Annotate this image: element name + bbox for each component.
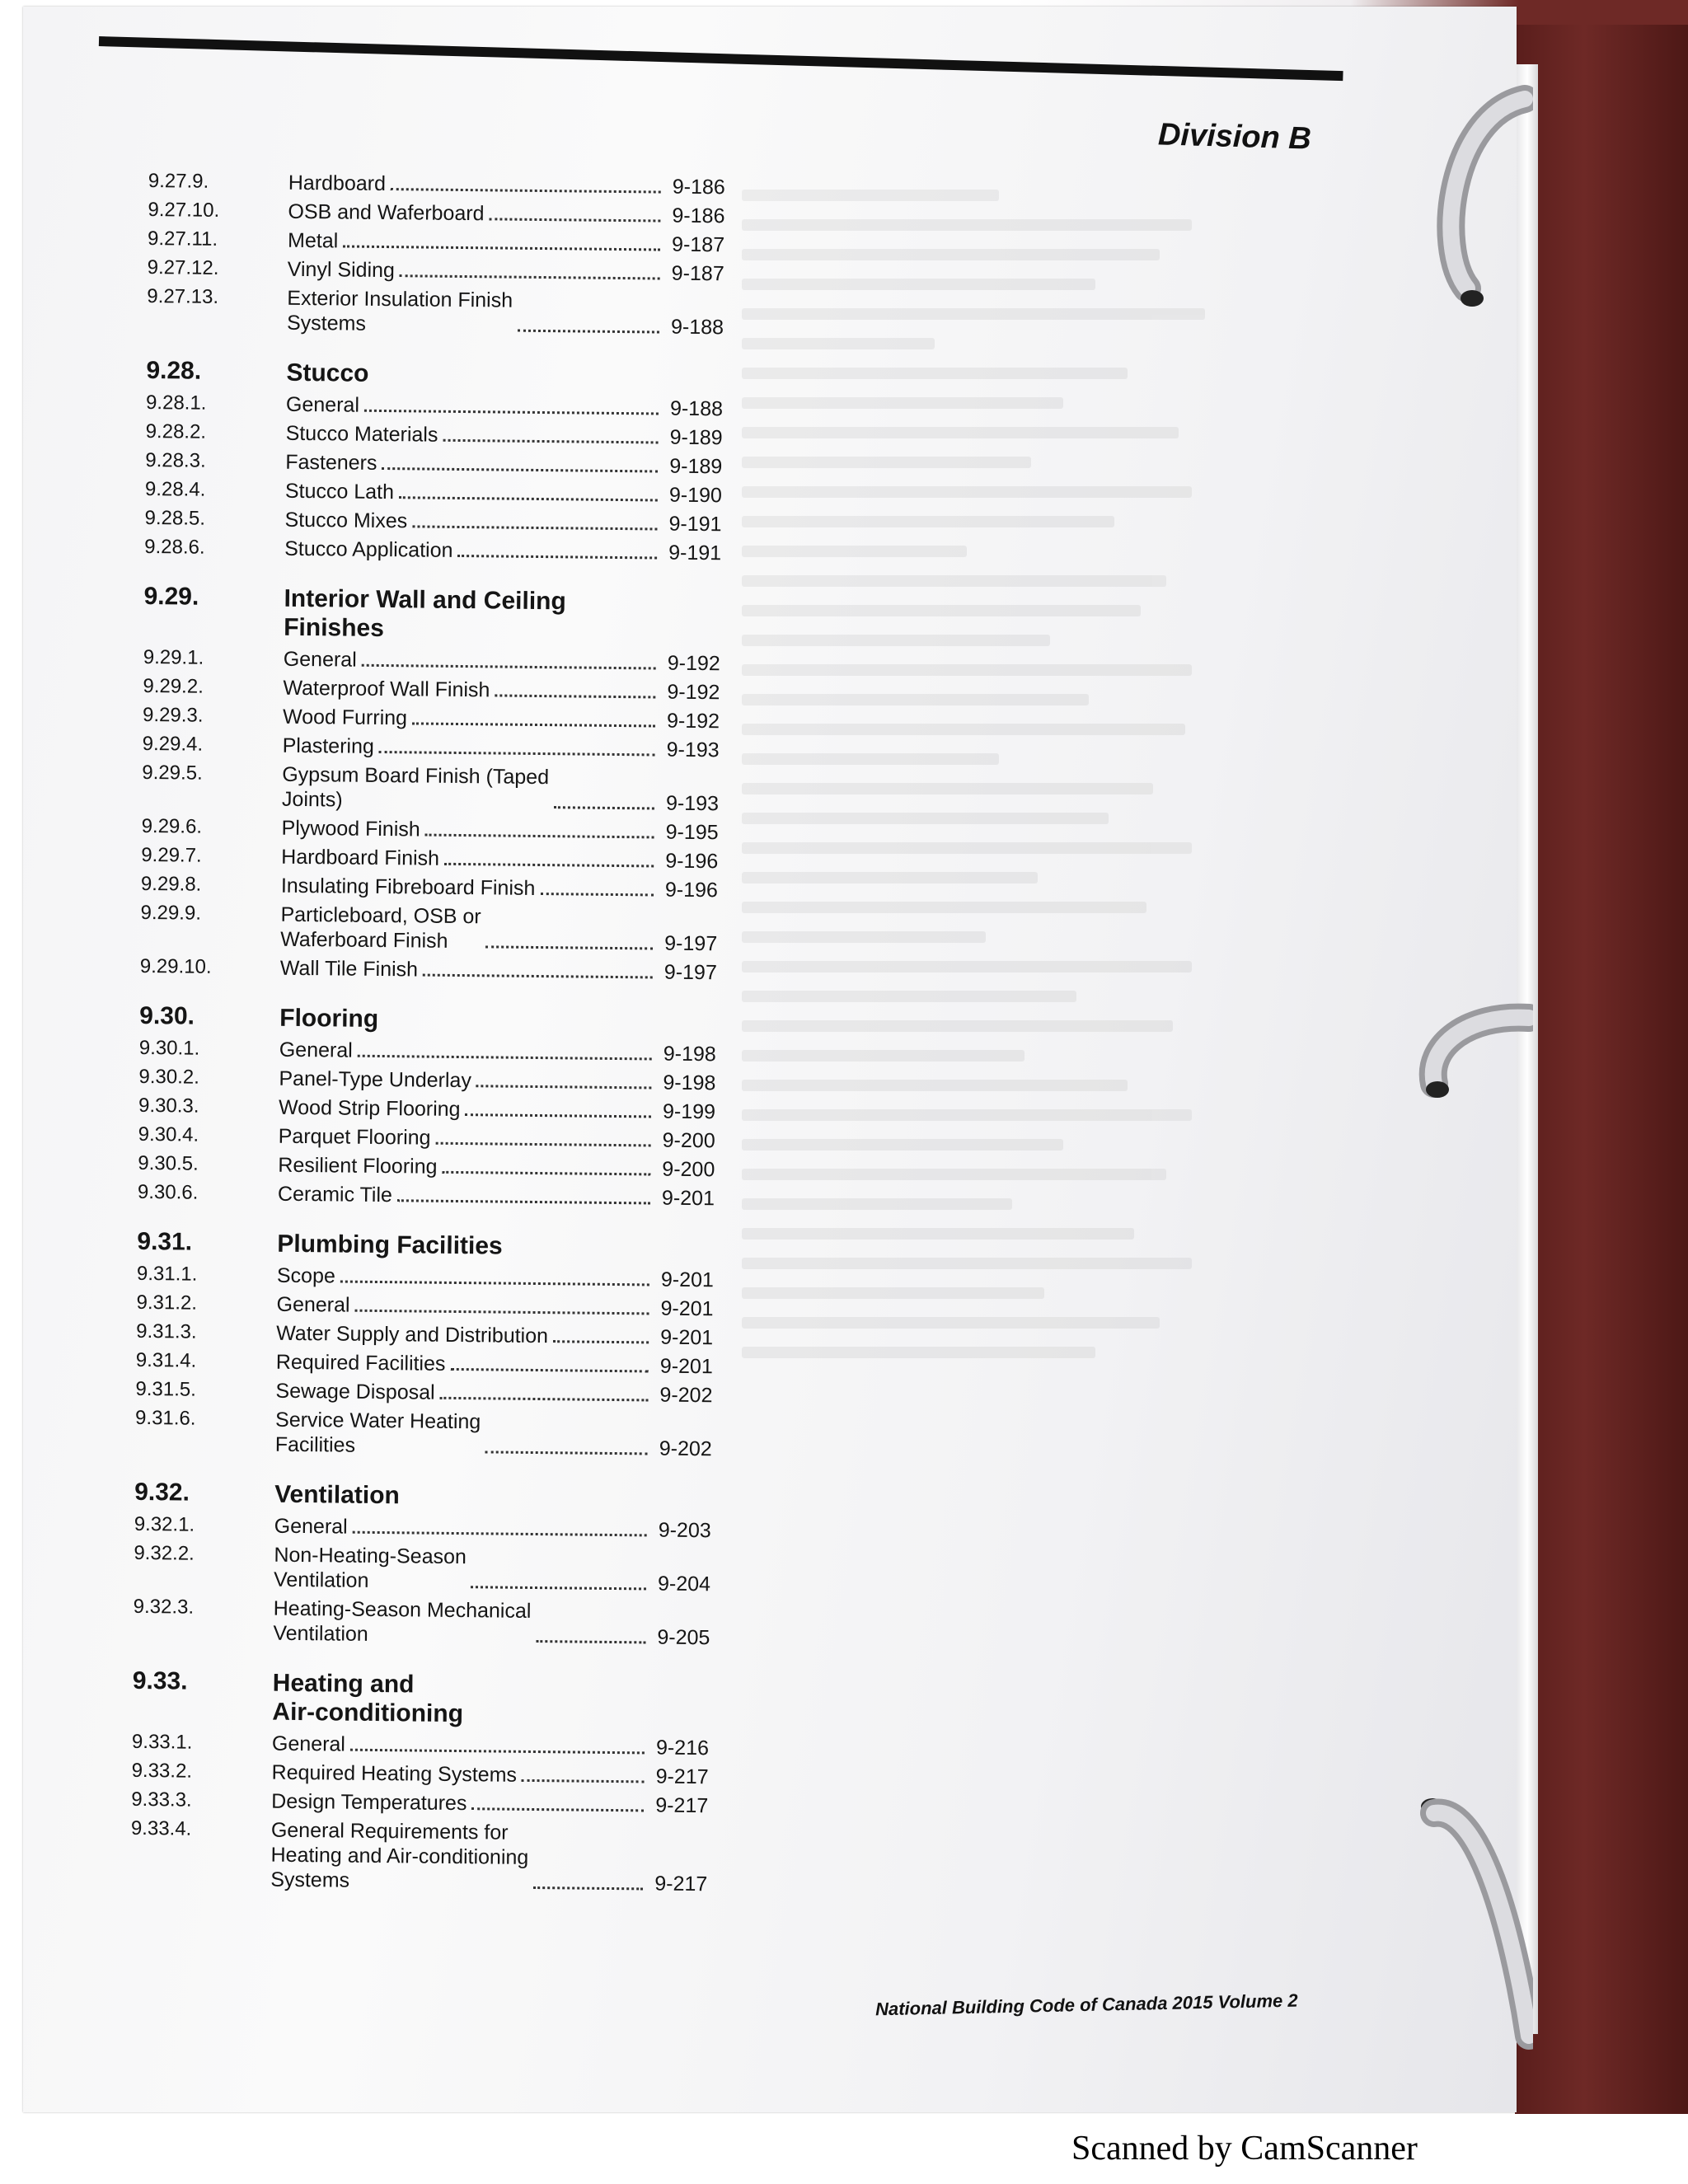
dot-leader	[471, 1586, 646, 1590]
dot-leader	[540, 893, 654, 896]
entry-number: 9.29.7.	[141, 843, 202, 867]
entry-page-number: 9-188	[670, 315, 724, 340]
entry-page-number: 9-201	[661, 1186, 715, 1211]
entry-number: 9.30.3.	[138, 1094, 199, 1118]
dot-leader	[495, 694, 655, 698]
entry-page-number: 9-191	[668, 512, 722, 537]
section-title: Stucco	[286, 359, 369, 387]
section-number: 9.29.	[143, 582, 199, 611]
toc-entry[interactable]	[136, 1291, 713, 1321]
toc-entry[interactable]	[130, 1816, 708, 1896]
entry-title: General	[285, 392, 360, 417]
entry-page-number: 9-205	[657, 1625, 710, 1650]
entry-title: General	[274, 1514, 348, 1539]
entry-number: 9.28.5.	[144, 506, 206, 530]
dot-leader	[533, 1886, 643, 1890]
toc-entry[interactable]	[131, 1759, 708, 1789]
entry-title: Scope	[276, 1263, 335, 1288]
entry-number: 9.31.5.	[135, 1377, 197, 1401]
section-heading	[146, 357, 723, 391]
entry-page-number: 9-193	[666, 738, 720, 762]
entry-page-number: 9-196	[664, 878, 719, 902]
entry-number: 9.31.1.	[136, 1262, 198, 1286]
entry-page-number: 9-217	[655, 1793, 709, 1818]
entry-title: Service Water Heating Facilities	[274, 1408, 481, 1457]
entry-number: 9.33.2.	[131, 1759, 193, 1783]
dot-leader	[444, 863, 654, 868]
entry-number: 9.31.4.	[135, 1348, 197, 1372]
toc-entry[interactable]	[138, 1094, 715, 1124]
entry-title: Insulating Fibreboard Finish	[280, 874, 536, 900]
toc-entry[interactable]	[148, 198, 724, 228]
entry-number: 9.28.3.	[145, 448, 206, 472]
entry-number: 9.31.6.	[134, 1406, 196, 1430]
entry-page-number: 9-216	[655, 1736, 710, 1760]
dot-leader	[522, 1779, 645, 1783]
toc-entry[interactable]	[140, 901, 718, 956]
entry-page-number: 9-192	[667, 651, 720, 676]
toc-entry[interactable]	[138, 1180, 715, 1211]
entry-number: 9.33.4.	[130, 1816, 192, 1840]
dot-leader	[553, 1340, 649, 1343]
entry-number: 9.32.1.	[134, 1512, 195, 1536]
entry-number: 9.28.2.	[145, 419, 207, 443]
entry-page-number: 9-191	[668, 541, 722, 565]
dot-leader	[350, 1749, 645, 1755]
toc-section	[135, 1228, 715, 1461]
entry-title: Resilient Flooring	[278, 1153, 438, 1179]
toc-entry[interactable]	[142, 761, 720, 816]
entry-page-number: 9-193	[665, 791, 720, 816]
entry-title: General	[283, 647, 357, 672]
entry-page-number: 9-186	[672, 175, 725, 199]
dot-leader	[354, 1310, 649, 1315]
entry-page-number: 9-187	[671, 232, 725, 257]
toc-entry[interactable]	[134, 1541, 711, 1596]
entry-page-number: 9-197	[663, 960, 717, 985]
entry-page-number: 9-203	[658, 1518, 711, 1543]
toc-entry[interactable]	[141, 872, 718, 902]
dot-leader	[489, 218, 660, 222]
entry-number: 9.30.1.	[138, 1036, 200, 1060]
dot-leader	[476, 1085, 652, 1089]
entry-page-number: 9-202	[659, 1436, 712, 1461]
toc-entry[interactable]	[146, 391, 723, 421]
dot-leader	[443, 439, 658, 444]
dot-leader	[397, 1199, 650, 1204]
section-title: Flooring	[279, 1004, 379, 1033]
entry-page-number: 9-200	[662, 1128, 715, 1153]
toc-section	[147, 169, 725, 340]
bleed-through-text	[742, 190, 1385, 2003]
entry-title: Sewage Disposal	[275, 1379, 435, 1404]
toc-entry[interactable]	[137, 1262, 714, 1292]
entry-number: 9.31.3.	[136, 1319, 197, 1343]
entry-title: OSB and Waferboard	[288, 199, 485, 226]
entry-page-number: 9-192	[666, 709, 720, 733]
section-number: 9.31.	[137, 1227, 193, 1256]
entry-number: 9.31.2.	[136, 1291, 198, 1315]
toc-section	[130, 1667, 710, 1896]
entry-number: 9.33.3.	[131, 1788, 192, 1811]
entry-number: 9.28.6.	[144, 535, 205, 559]
dot-leader	[435, 1142, 650, 1147]
entry-number: 9.28.4.	[144, 477, 206, 501]
entry-number: 9.33.1.	[131, 1730, 193, 1754]
toc-entry[interactable]	[141, 814, 718, 845]
toc-entry[interactable]	[146, 419, 723, 450]
entry-number: 9.29.6.	[141, 814, 203, 838]
toc-section	[133, 1479, 711, 1650]
entry-title: Plastering	[282, 733, 374, 758]
entry-page-number: 9-217	[655, 1765, 709, 1789]
entry-title: Wood Furring	[282, 705, 408, 730]
toc-entry[interactable]	[135, 1406, 713, 1461]
toc-section	[140, 583, 721, 985]
dot-leader	[485, 1451, 648, 1455]
entry-page-number: 9-187	[671, 261, 724, 286]
dot-leader	[485, 945, 653, 949]
entry-title: Waterproof Wall Finish	[283, 676, 490, 702]
entry-page-number: 9-198	[663, 1042, 716, 1066]
toc-entry[interactable]	[134, 1512, 711, 1543]
entry-title: Vinyl Siding	[287, 257, 396, 283]
toc-entry[interactable]	[132, 1730, 709, 1760]
binder-ring-bottom	[1393, 1788, 1533, 2060]
toc-entry[interactable]	[131, 1788, 708, 1818]
toc-entry[interactable]	[148, 227, 724, 257]
entry-number: 9.27.13.	[147, 284, 219, 308]
entry-title: Stucco Lath	[284, 479, 395, 504]
dot-leader	[442, 1171, 650, 1176]
entry-page-number: 9-217	[654, 1872, 708, 1896]
entry-number: 9.28.1.	[145, 391, 207, 415]
section-number: 9.28.	[146, 356, 202, 385]
toc-entry[interactable]	[136, 1319, 713, 1350]
entry-number: 9.29.8.	[140, 872, 202, 896]
entry-number: 9.30.6.	[137, 1180, 199, 1204]
entry-title: Design Temperatures	[271, 1789, 467, 1816]
section-heading	[139, 1002, 716, 1037]
toc-entry[interactable]	[143, 703, 720, 733]
dot-leader	[457, 555, 657, 560]
section-title: Interior Wall and Ceiling Finishes	[284, 584, 566, 643]
binder-background	[1515, 0, 1688, 2114]
entry-number: 9.32.3.	[133, 1595, 195, 1619]
toc-entry[interactable]	[143, 645, 720, 676]
toc-entry[interactable]	[138, 1065, 715, 1095]
section-number: 9.32.	[134, 1478, 190, 1507]
entry-title: General	[276, 1292, 350, 1317]
binder-ring-middle	[1393, 997, 1533, 1113]
entry-page-number: 9-198	[663, 1071, 716, 1095]
dot-leader	[364, 410, 659, 415]
division-label: Division B	[1157, 117, 1312, 157]
entry-title: Panel-Type Underlay	[279, 1066, 472, 1093]
entry-title: Gypsum Board Finish (Taped Joints)	[281, 762, 550, 812]
left-background	[0, 0, 25, 2114]
toc-entry[interactable]	[133, 1595, 710, 1650]
entry-number: 9.29.9.	[140, 901, 202, 925]
entry-title: Wood Strip Flooring	[278, 1095, 461, 1122]
publication-footer: National Building Code of Canada 2015 Volume 2	[874, 1990, 1298, 2020]
toc-entry[interactable]	[145, 477, 722, 508]
entry-page-number: 9-201	[659, 1354, 713, 1379]
entry-title: Particleboard, OSB or Waferboard Finish	[280, 902, 481, 953]
toc-entry[interactable]	[138, 1151, 715, 1182]
dot-leader	[465, 1113, 651, 1118]
dot-leader	[471, 1807, 644, 1811]
dot-leader	[379, 751, 655, 757]
entry-number: 9.27.10.	[148, 198, 220, 222]
toc-entry[interactable]	[148, 255, 724, 286]
entry-title: Stucco Mixes	[284, 508, 408, 533]
section-heading	[143, 583, 721, 646]
entry-title: Non-Heating-Season Ventilation	[273, 1543, 467, 1592]
dot-leader	[340, 1281, 649, 1286]
dot-leader	[358, 1055, 652, 1061]
dot-leader	[554, 806, 654, 809]
entry-number: 9.27.12.	[147, 255, 219, 279]
bottom-margin	[0, 2114, 1688, 2184]
toc-entry[interactable]	[148, 169, 725, 199]
toc-entry[interactable]	[140, 954, 717, 985]
dot-leader	[391, 188, 661, 193]
entry-number: 9.29.10.	[139, 954, 212, 978]
entry-page-number: 9-204	[657, 1572, 711, 1596]
dot-leader	[400, 274, 660, 279]
section-title: Heating and Air-conditioning	[272, 1669, 464, 1728]
toc-entry[interactable]	[145, 448, 722, 479]
dot-leader	[440, 1397, 649, 1402]
dot-leader	[412, 525, 657, 530]
dot-leader	[423, 974, 653, 979]
entry-page-number: 9-189	[669, 454, 723, 479]
entry-title: General	[279, 1038, 353, 1062]
dot-leader	[343, 245, 660, 251]
entry-title: Stucco Materials	[285, 421, 438, 447]
toc-section	[138, 1002, 717, 1211]
section-number: 9.33.	[132, 1666, 188, 1695]
entry-title: Required Facilities	[275, 1350, 446, 1376]
entry-page-number: 9-188	[669, 396, 724, 421]
section-title: Ventilation	[274, 1480, 401, 1510]
toc-entry[interactable]	[141, 843, 718, 874]
toc-section	[144, 357, 724, 565]
section-title: Plumbing Facilities	[277, 1230, 503, 1260]
entry-number: 9.29.2.	[143, 674, 204, 698]
entry-title: Parquet Flooring	[278, 1124, 431, 1150]
entry-number: 9.29.4.	[142, 732, 204, 756]
entry-title: Hardboard Finish	[281, 845, 440, 870]
entry-title: General Requirements for Heating and Air-conditioning Systems	[270, 1818, 529, 1892]
entry-page-number: 9-201	[660, 1268, 715, 1292]
dot-leader	[362, 664, 656, 670]
dot-leader	[382, 467, 658, 473]
toc-entry[interactable]	[144, 506, 721, 537]
toc-entry[interactable]	[144, 535, 721, 565]
entry-title: Hardboard	[288, 171, 387, 196]
binder-ring-top	[1401, 82, 1533, 330]
entry-number: 9.30.4.	[138, 1122, 199, 1146]
entry-number: 9.29.5.	[142, 761, 203, 785]
entry-page-number: 9-186	[672, 204, 725, 228]
entry-number: 9.29.1.	[143, 645, 204, 669]
entry-title: Required Heating Systems	[271, 1760, 518, 1787]
dot-leader	[425, 834, 654, 839]
entry-number: 9.27.9.	[148, 169, 209, 193]
toc-entry[interactable]	[143, 732, 720, 762]
dot-leader	[518, 330, 659, 334]
entry-title: Exterior Insulation Finish Systems	[286, 286, 513, 335]
entry-page-number: 9-200	[662, 1157, 715, 1182]
entry-page-number: 9-196	[665, 849, 719, 874]
entry-title: General	[271, 1732, 346, 1756]
scanner-watermark: Scanned by CamScanner	[1071, 2130, 1418, 2168]
toc-entry[interactable]	[136, 1348, 713, 1379]
section-heading	[134, 1479, 711, 1513]
entry-number: 9.29.3.	[142, 703, 204, 727]
entry-title: Stucco Application	[284, 537, 453, 562]
entry-title: Water Supply and Distribution	[276, 1321, 549, 1348]
entry-title: Ceramic Tile	[277, 1182, 393, 1207]
entry-number: 9.32.2.	[134, 1541, 195, 1565]
entry-page-number: 9-192	[667, 680, 720, 705]
entry-page-number: 9-189	[669, 425, 723, 450]
entry-number: 9.30.5.	[138, 1151, 199, 1175]
entry-number: 9.27.11.	[147, 227, 218, 251]
entry-title: Metal	[287, 228, 339, 253]
section-number: 9.30.	[139, 1001, 195, 1030]
dot-leader	[353, 1531, 647, 1537]
section-heading	[137, 1228, 714, 1263]
entry-title: Plywood Finish	[281, 816, 420, 841]
toc-entry[interactable]	[138, 1122, 715, 1153]
entry-page-number: 9-197	[664, 931, 718, 956]
entry-page-number: 9-201	[660, 1325, 714, 1350]
toc-entry[interactable]	[143, 674, 720, 705]
table-of-contents	[130, 169, 725, 1919]
entry-page-number: 9-199	[662, 1099, 716, 1124]
entry-number: 9.30.2.	[138, 1065, 200, 1089]
entry-page-number: 9-195	[665, 820, 719, 845]
entry-title: Heating-Season Mechanical Ventilation	[273, 1596, 532, 1646]
entry-title: Wall Tile Finish	[279, 956, 419, 982]
entry-title: Fasteners	[285, 450, 377, 475]
entry-page-number: 9-201	[660, 1296, 714, 1321]
dot-leader	[412, 722, 655, 727]
entry-page-number: 9-202	[659, 1383, 713, 1408]
toc-entry[interactable]	[139, 1036, 716, 1066]
dot-leader	[450, 1368, 648, 1373]
dot-leader	[536, 1640, 645, 1643]
toc-entry[interactable]	[135, 1377, 712, 1408]
entry-page-number: 9-190	[668, 483, 723, 508]
dot-leader	[399, 496, 658, 501]
toc-entry[interactable]	[147, 284, 724, 340]
section-heading	[132, 1667, 710, 1731]
